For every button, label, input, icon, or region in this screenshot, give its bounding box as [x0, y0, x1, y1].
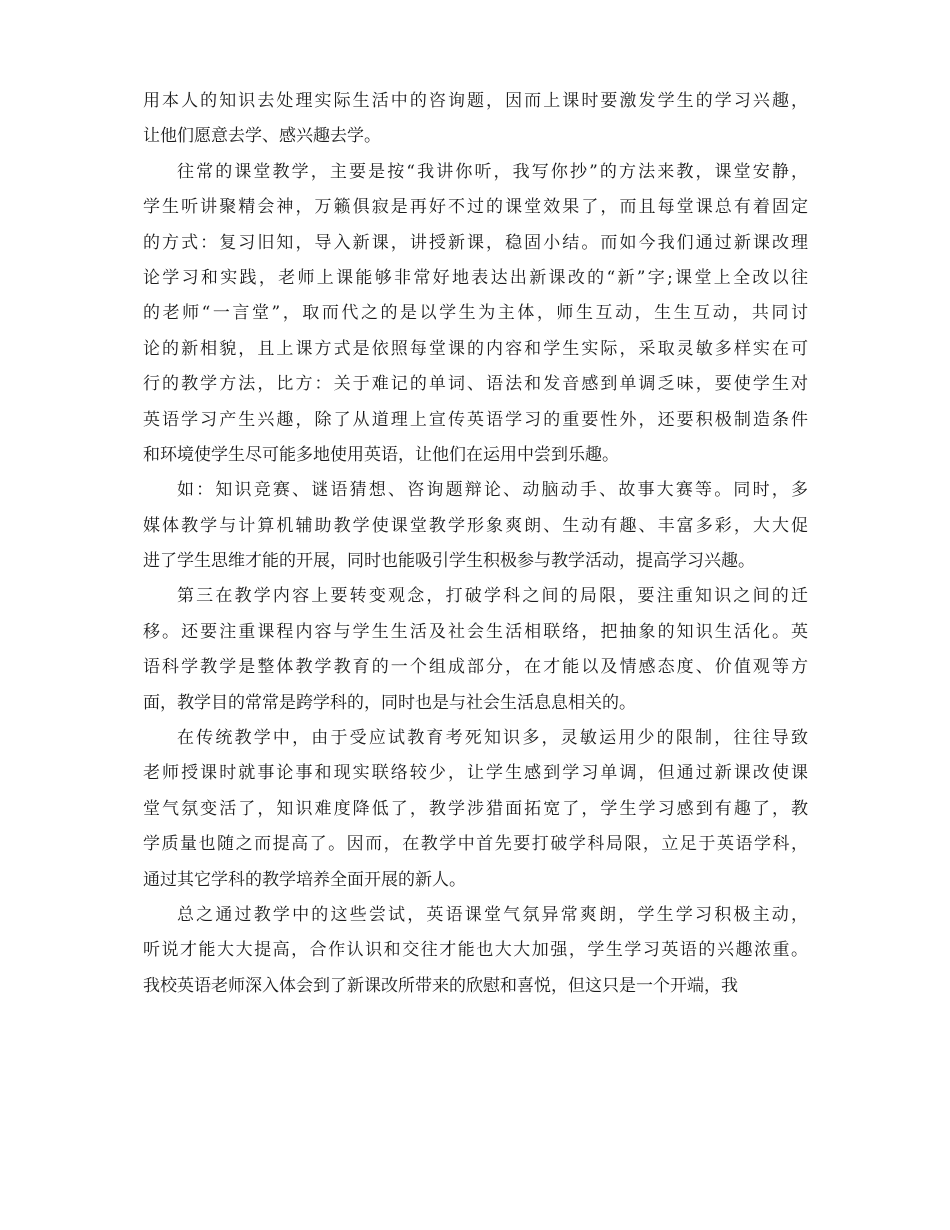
- text-line: 语科学教学是整体教学教育的一个组成部分，在才能以及情感态度、价值观等方: [143, 657, 808, 678]
- text-line: 让他们愿意去学、感兴趣去学。: [143, 126, 381, 147]
- text-line: 论的新相貌，且上课方式是依照每堂课的内容和学生实际，采取灵敏多样实在可: [143, 338, 808, 359]
- paragraph: [143, 84, 808, 155]
- text-line: 面，教学目的常常是跨学科的，同时也是与社会生活息息相关的。: [143, 692, 636, 713]
- text-line: 媒体教学与计算机辅助教学使课堂教学形象爽朗、生动有趣、丰富多彩，大大促: [143, 515, 808, 536]
- paragraph: [143, 155, 808, 474]
- text-line: 的方式：复习旧知，导入新课，讲授新课，稳固小结。而如今我们通过新课改理: [143, 232, 808, 253]
- text-line: 总之通过教学中的这些尝试，英语课堂气氛异常爽朗，学生学习积极主动，: [177, 904, 808, 925]
- paragraph: [143, 473, 808, 579]
- text-line: 的老师“一言堂”，取而代之的是以学生为主体，师生互动，生生互动，共同讨: [143, 303, 808, 324]
- text-line: 用本人的知识去处理实际生活中的咨询题，因而上课时要激发学生的学习兴趣，: [143, 91, 808, 111]
- document-body: [143, 84, 808, 1004]
- text-line: 学质量也随之而提高了。因而，在教学中首先要打破学科局限，立足于英语学科，: [143, 834, 808, 855]
- text-line: 行的教学方法，比方：关于难记的单词、语法和发音感到单调乏味，要使学生对: [143, 374, 808, 395]
- text-line: 在传统教学中，由于受应试教育考死知识多，灵敏运用少的限制，往往导致: [177, 728, 808, 749]
- paragraph: [143, 721, 808, 898]
- paragraph: [143, 898, 808, 1004]
- text-line: 第三在教学内容上要转变观念，打破学科之间的局限，要注重知识之间的迁: [177, 586, 808, 607]
- paragraph: [143, 579, 808, 721]
- text-line: 英语学习产生兴趣，除了从道理上宣传英语学习的重要性外，还要积极制造条件: [143, 409, 808, 430]
- text-line: 论学习和实践，老师上课能够非常好地表达出新课改的“新”字;课堂上全改以往: [143, 267, 808, 288]
- text-line: 和环境使学生尽可能多地使用英语，让他们在运用中尝到乐趣。: [143, 444, 619, 465]
- text-line: 老师授课时就事论事和现实联络较少，让学生感到学习单调，但通过新课改使课: [143, 763, 808, 784]
- text-line: 我校英语老师深入体会到了新课改所带来的欣慰和喜悦，但这只是一个开端，我: [143, 975, 738, 996]
- text-line: 堂气氛变活了，知识难度降低了，教学涉猎面拓宽了，学生学习感到有趣了，教: [143, 798, 808, 819]
- text-line: 进了学生思维才能的开展，同时也能吸引学生积极参与教学活动，提高学习兴趣。: [143, 551, 755, 572]
- text-line: 往常的课堂教学，主要是按“我讲你听，我写你抄”的方法来教，课堂安静，: [177, 161, 808, 182]
- text-line: 通过其它学科的教学培养全面开展的新人。: [143, 869, 466, 890]
- text-line: 移。还要注重课程内容与学生生活及社会生活相联络，把抽象的知识生活化。英: [143, 621, 808, 642]
- text-line: 听说才能大大提高，合作认识和交往才能也大大加强，学生学习英语的兴趣浓重。: [143, 940, 808, 961]
- text-line: 如：知识竞赛、谜语猜想、咨询题辩论、动脑动手、故事大赛等。同时，多: [177, 480, 808, 501]
- text-line: 学生听讲聚精会神，万籁俱寂是再好不过的课堂效果了，而且每堂课总有着固定: [143, 197, 808, 218]
